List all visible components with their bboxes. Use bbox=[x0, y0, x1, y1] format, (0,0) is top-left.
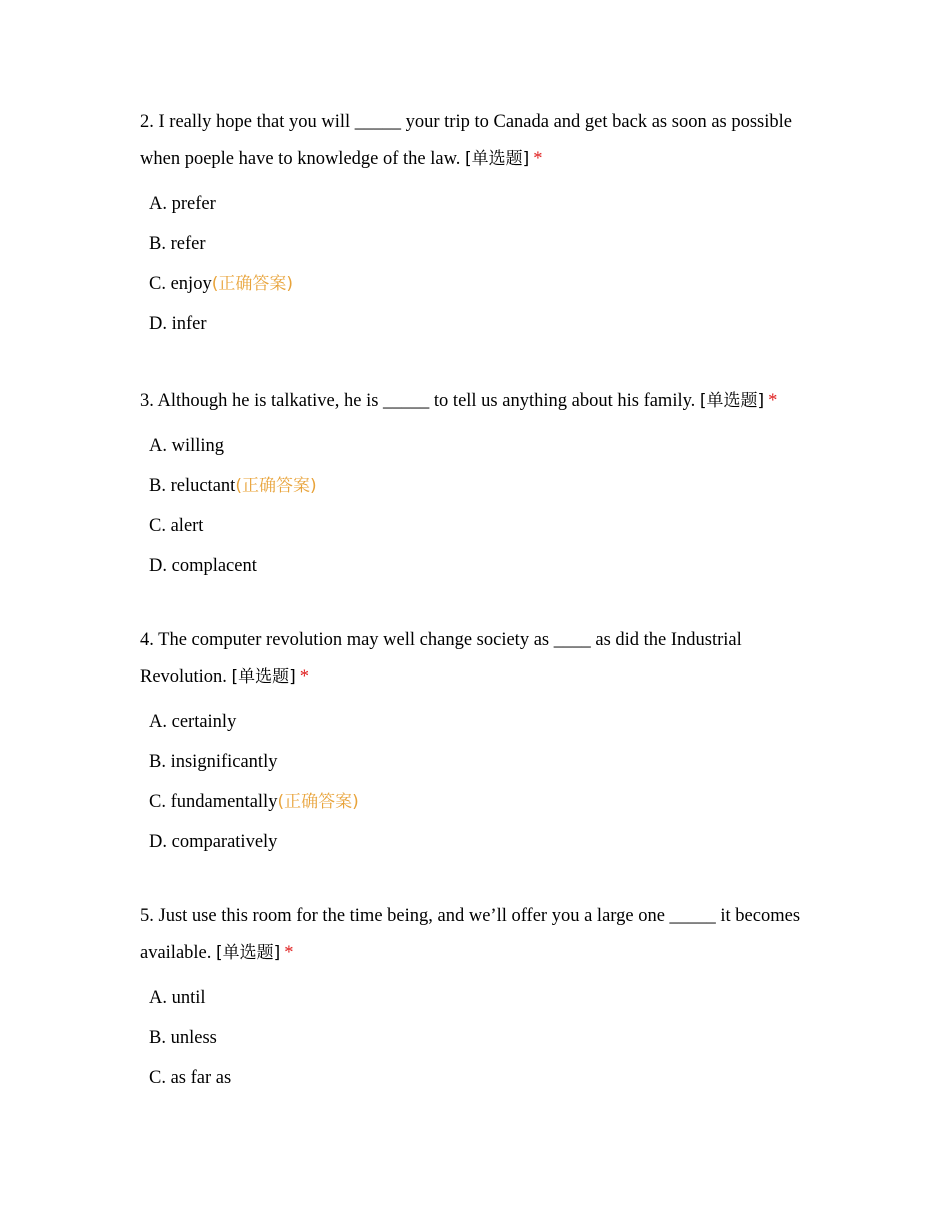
option-c bbox=[149, 506, 820, 546]
question-text bbox=[140, 104, 820, 178]
option-label: C. as far as bbox=[149, 1068, 232, 1088]
correct-answer-tag: (正确答案) bbox=[211, 274, 293, 294]
option-label: B. unless bbox=[149, 1028, 217, 1048]
option-b bbox=[149, 742, 820, 782]
option-label: A. certainly bbox=[149, 712, 237, 732]
option-a bbox=[149, 978, 820, 1018]
option-c bbox=[149, 782, 820, 822]
option-label: D. infer bbox=[149, 314, 207, 334]
option-d bbox=[149, 822, 820, 862]
option-label: A. willing bbox=[149, 436, 225, 456]
question-text bbox=[140, 622, 820, 696]
question-stem: 5. Just use this room for the time being, and we’ll offer you a large one _____ it becomes available. bbox=[140, 906, 801, 963]
question-stem: 3. Although he is talkative, he is _____ to tell us anything about his family. bbox=[140, 391, 696, 411]
option-d bbox=[149, 546, 820, 586]
option-d bbox=[149, 304, 820, 344]
option-list bbox=[149, 184, 820, 344]
required-mark: * bbox=[533, 149, 543, 169]
question-4 bbox=[140, 622, 820, 862]
option-label: A. until bbox=[149, 988, 206, 1008]
option-label: B. reluctant bbox=[149, 476, 236, 496]
option-list bbox=[149, 978, 820, 1098]
question-type-label: [单选题] bbox=[216, 943, 281, 963]
option-list bbox=[149, 702, 820, 862]
question-text bbox=[140, 898, 820, 972]
question-3 bbox=[140, 383, 820, 586]
question-type-label: [单选题] bbox=[699, 391, 765, 411]
option-b bbox=[149, 1018, 820, 1058]
option-label: D. complacent bbox=[149, 556, 257, 576]
option-a bbox=[149, 702, 820, 742]
option-label: C. fundamentally bbox=[149, 792, 278, 812]
option-list bbox=[149, 426, 820, 586]
option-b bbox=[149, 466, 820, 506]
question-type-label: [单选题] bbox=[231, 667, 296, 687]
required-mark: * bbox=[299, 667, 309, 687]
question-type-label: [单选题] bbox=[465, 149, 530, 169]
option-label: C. enjoy bbox=[149, 274, 212, 294]
correct-answer-tag: (正确答案) bbox=[235, 476, 317, 496]
option-c bbox=[149, 264, 820, 304]
option-label: C. alert bbox=[149, 516, 204, 536]
question-stem: 2. I really hope that you will _____ your trip to Canada and get back as soon as possible when poeple have to knowledge of the law. bbox=[140, 112, 792, 169]
option-b bbox=[149, 224, 820, 264]
question-2 bbox=[140, 104, 820, 344]
required-mark: * bbox=[768, 391, 778, 411]
correct-answer-tag: (正确答案) bbox=[277, 792, 359, 812]
option-c bbox=[149, 1058, 820, 1098]
required-mark: * bbox=[284, 943, 294, 963]
question-stem: 4. The computer revolution may well change society as ____ as did the Industrial Revolution. bbox=[140, 630, 742, 687]
option-label: B. insignificantly bbox=[149, 752, 278, 772]
option-label: B. refer bbox=[149, 234, 206, 254]
question-5 bbox=[140, 898, 820, 1098]
option-a bbox=[149, 184, 820, 224]
option-label: A. prefer bbox=[149, 194, 216, 214]
option-label: D. comparatively bbox=[149, 832, 278, 852]
option-a bbox=[149, 426, 820, 466]
question-text bbox=[140, 383, 820, 420]
